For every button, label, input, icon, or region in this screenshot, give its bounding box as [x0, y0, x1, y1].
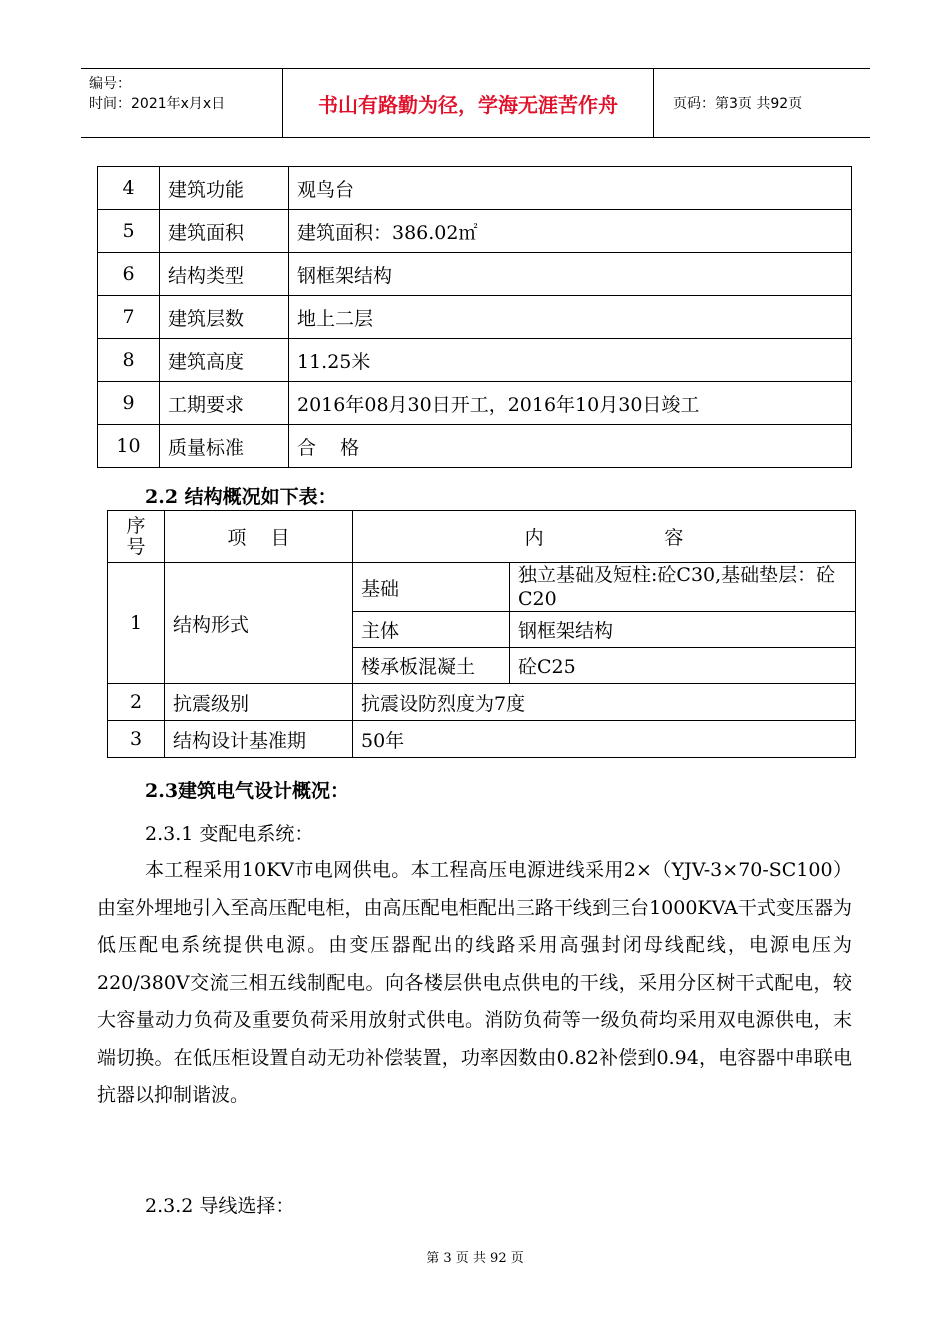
row-no: 7 [98, 296, 160, 339]
row-item: 建筑层数 [160, 296, 289, 339]
row-sub-item: 基础 [353, 563, 510, 612]
subsection-2-3-2-title: 2.3.2 导线选择： [145, 1195, 295, 1217]
row-value: 砼C25 [510, 648, 856, 684]
row-sub-item: 主体 [353, 612, 510, 648]
page-footer: 第 3 页 共 92 页 [426, 1251, 524, 1266]
table-header-row [108, 511, 856, 563]
col-header-item: 项 目 [165, 511, 353, 563]
row-value: 建筑面积：386.02㎡ [289, 210, 852, 253]
header-motto: 书山有路勤为径，学海无涯苦作舟 [283, 69, 654, 137]
row-value: 抗震设防烈度为7度 [353, 684, 856, 721]
table-row [108, 721, 856, 758]
subsection-2-3-1-title: 2.3.1 变配电系统： [145, 823, 314, 845]
header-page-info [663, 69, 869, 137]
section-2-2-title: 2.2 结构概况如下表： [145, 486, 337, 508]
row-item: 建筑功能 [160, 167, 289, 210]
row-no: 6 [98, 253, 160, 296]
number-label: 编号： [89, 76, 131, 92]
row-no: 10 [98, 425, 160, 468]
row-value: 50年 [353, 721, 856, 758]
row-item: 质量标准 [160, 425, 289, 468]
row-no: 4 [98, 167, 160, 210]
page-header [81, 68, 870, 138]
col-header-content: 内 容 [353, 511, 856, 563]
page-info: 页码：第3页 共92页 [673, 96, 803, 112]
row-item: 结构类型 [160, 253, 289, 296]
row-item: 建筑高度 [160, 339, 289, 382]
row-value: 11.25米 [289, 339, 852, 382]
table-row [98, 210, 852, 253]
row-item: 工期要求 [160, 382, 289, 425]
row-item: 结构设计基准期 [165, 721, 353, 758]
table-row [98, 382, 852, 425]
row-value: 独立基础及短柱:砼C30,基础垫层：砼C20 [510, 563, 856, 612]
row-item: 抗震级别 [165, 684, 353, 721]
row-sub-item: 楼承板混凝土 [353, 648, 510, 684]
table-row [108, 563, 856, 612]
row-value: 钢框架结构 [289, 253, 852, 296]
date-label: 时间：2021年x月x日 [89, 96, 226, 112]
col-header-no: 序号 [108, 511, 165, 563]
row-value: 地上二层 [289, 296, 852, 339]
structure-table [107, 510, 856, 758]
row-value: 观鸟台 [289, 167, 852, 210]
table-row [98, 425, 852, 468]
row-no: 2 [108, 684, 165, 721]
building-info-table [97, 166, 852, 468]
row-no: 8 [98, 339, 160, 382]
table-row [98, 339, 852, 382]
row-item: 建筑面积 [160, 210, 289, 253]
row-no: 5 [98, 210, 160, 253]
table-row [98, 296, 852, 339]
table-row [98, 253, 852, 296]
row-no: 9 [98, 382, 160, 425]
row-value: 2016年08月30日开工，2016年10月30日竣工 [289, 382, 852, 425]
row-no: 3 [108, 721, 165, 758]
table-row [98, 167, 852, 210]
row-value: 合 格 [289, 425, 852, 468]
table-row [108, 684, 856, 721]
row-item: 结构形式 [165, 563, 353, 684]
header-meta [81, 69, 283, 137]
paragraph-power-system: 本工程采用10KV市电网供电。本工程高压电源进线采用2×（YJV-3×70-SC100）由室外埋地引入至高压配电柜，由高压配电柜配出三路干线到三台1000KVA干式变压器为低压配电系统提供电源。由变压器配出的线路采用高强封闭母线配线，电源电压为220/380V交流三相五线制配电。向各楼层供电点供电的干线，采用分区树干式配电，较大容量动力负荷及重要负荷采用放射式供电。消防负荷等一级负荷均采用双电源供电，末端切换。在低压柜设置自动无功补偿装置，功率因数由0.82补偿到0.94，电容器中串联电抗器以抑制谐波。 [97, 859, 852, 1106]
row-value: 钢框架结构 [510, 612, 856, 648]
row-no: 1 [108, 563, 165, 684]
section-2-3-title: 2.3建筑电气设计概况： [145, 780, 350, 802]
